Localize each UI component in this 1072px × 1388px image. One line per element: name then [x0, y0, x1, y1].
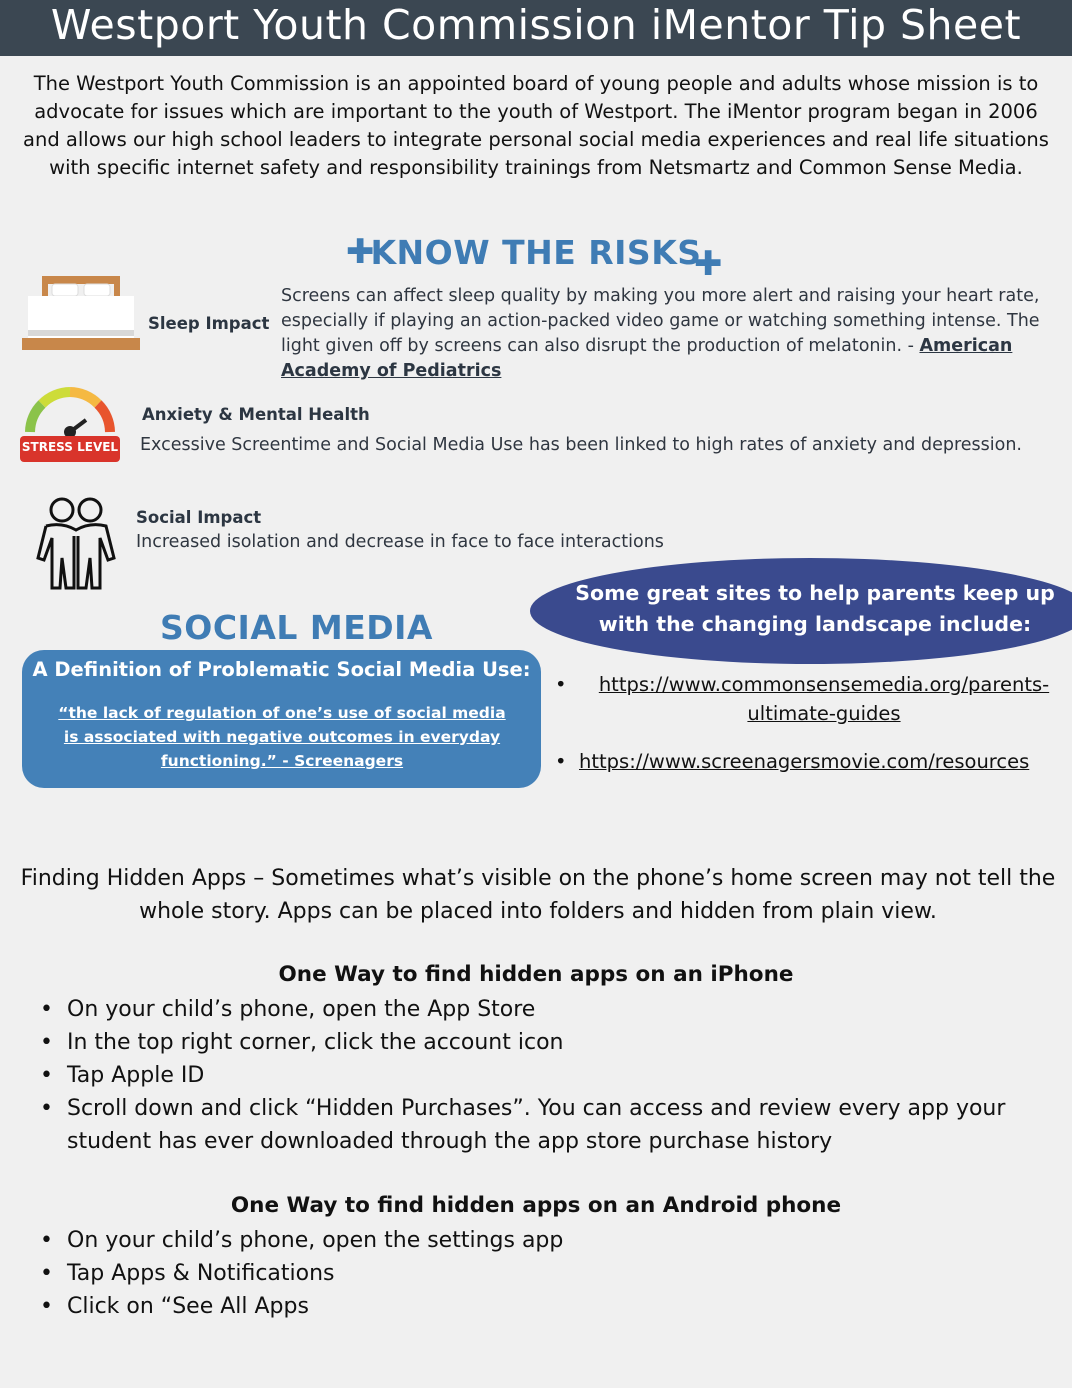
list-item: • Click on “See All Apps [40, 1290, 1050, 1323]
people-icon [32, 496, 120, 592]
android-section-title: One Way to find hidden apps on an Android phone [230, 1193, 842, 1218]
hidden-apps-intro: Finding Hidden Apps – Sometimes what’s visible on the phone’s home screen may not tell the whole story. Apps can be placed into folders and hidden from plain view. [20, 866, 1056, 924]
intro-paragraph: The Westport Youth Commission is an appointed board of young people and adults whose mission is to advocate for issues which are important to the youth of Westport. The iMentor program began in 2006 and allows our high school leaders to integrate personal social media experiences and real life situations with specific internet safety and responsibility trainings from Netsmartz and Common Sense Media. [23, 72, 1049, 179]
social-impact-label: Social Impact [136, 508, 262, 527]
definition-title: A Definition of Problematic Social Media Use: [32, 658, 531, 681]
list-item: • On your child’s phone, open the App Store [40, 993, 1050, 1026]
plus-icon: ✚ [346, 232, 375, 272]
list-item: • Scroll down and click “Hidden Purchases”. You can access and review every app your student has ever downloaded through the app store purchase history [40, 1092, 1050, 1158]
site-link-item [555, 670, 1065, 728]
plus-icon: ✚ [694, 244, 723, 284]
page-title: Westport Youth Commission iMentor Tip Sheet [50, 1, 1022, 49]
list-item: • Tap Apps & Notifications [40, 1257, 1050, 1290]
bullet: • [555, 673, 567, 696]
iphone-steps-list [40, 993, 1050, 1158]
definition-quote[interactable]: “the lack of regulation of one’s use of social media is associated with negative outcomes in everyday functioning.” - Screenagers [58, 704, 506, 770]
list-item: • On your child’s phone, open the settings app [40, 1224, 1050, 1257]
social-media-heading: SOCIAL MEDIA [160, 608, 433, 647]
risks-heading: KNOW THE RISKS [370, 233, 702, 272]
site-link-item [555, 747, 1065, 776]
stress-gauge-icon [20, 380, 120, 464]
android-steps-list [40, 1224, 1050, 1323]
list-item: • Tap Apple ID [40, 1059, 1050, 1092]
bed-icon [22, 276, 140, 352]
bullet: • [555, 750, 567, 773]
iphone-section-title: One Way to find hidden apps on an iPhone [278, 962, 794, 987]
aap-source-link[interactable]: American Academy of Pediatrics [281, 336, 1013, 381]
social-impact-text: Increased isolation and decrease in face to face interactions [136, 532, 664, 552]
gauge-label: STRESS LEVEL [21, 440, 119, 454]
sleep-impact-body: Screens can affect sleep quality by making you more alert and raising your heart rate, especially if playing an action-packed video game or watching something intense. The light given off by screens can also disrupt the production of melatonin. - [281, 286, 1040, 356]
list-item: • In the top right corner, click the account icon [40, 1026, 1050, 1059]
screenagers-link[interactable]: https://www.screenagersmovie.com/resources [579, 750, 1030, 773]
commonsense-link[interactable]: https://www.commonsensemedia.org/parents-ultimate-guides [598, 673, 1050, 725]
anxiety-text: Excessive Screentime and Social Media Use has been linked to high rates of anxiety and depression. [140, 435, 1022, 455]
anxiety-label: Anxiety & Mental Health [142, 405, 370, 424]
sites-title: Some great sites to help parents keep up with the changing landscape include: [575, 581, 1055, 636]
sleep-impact-label: Sleep Impact [148, 314, 270, 333]
sleep-impact-text [281, 284, 1056, 384]
